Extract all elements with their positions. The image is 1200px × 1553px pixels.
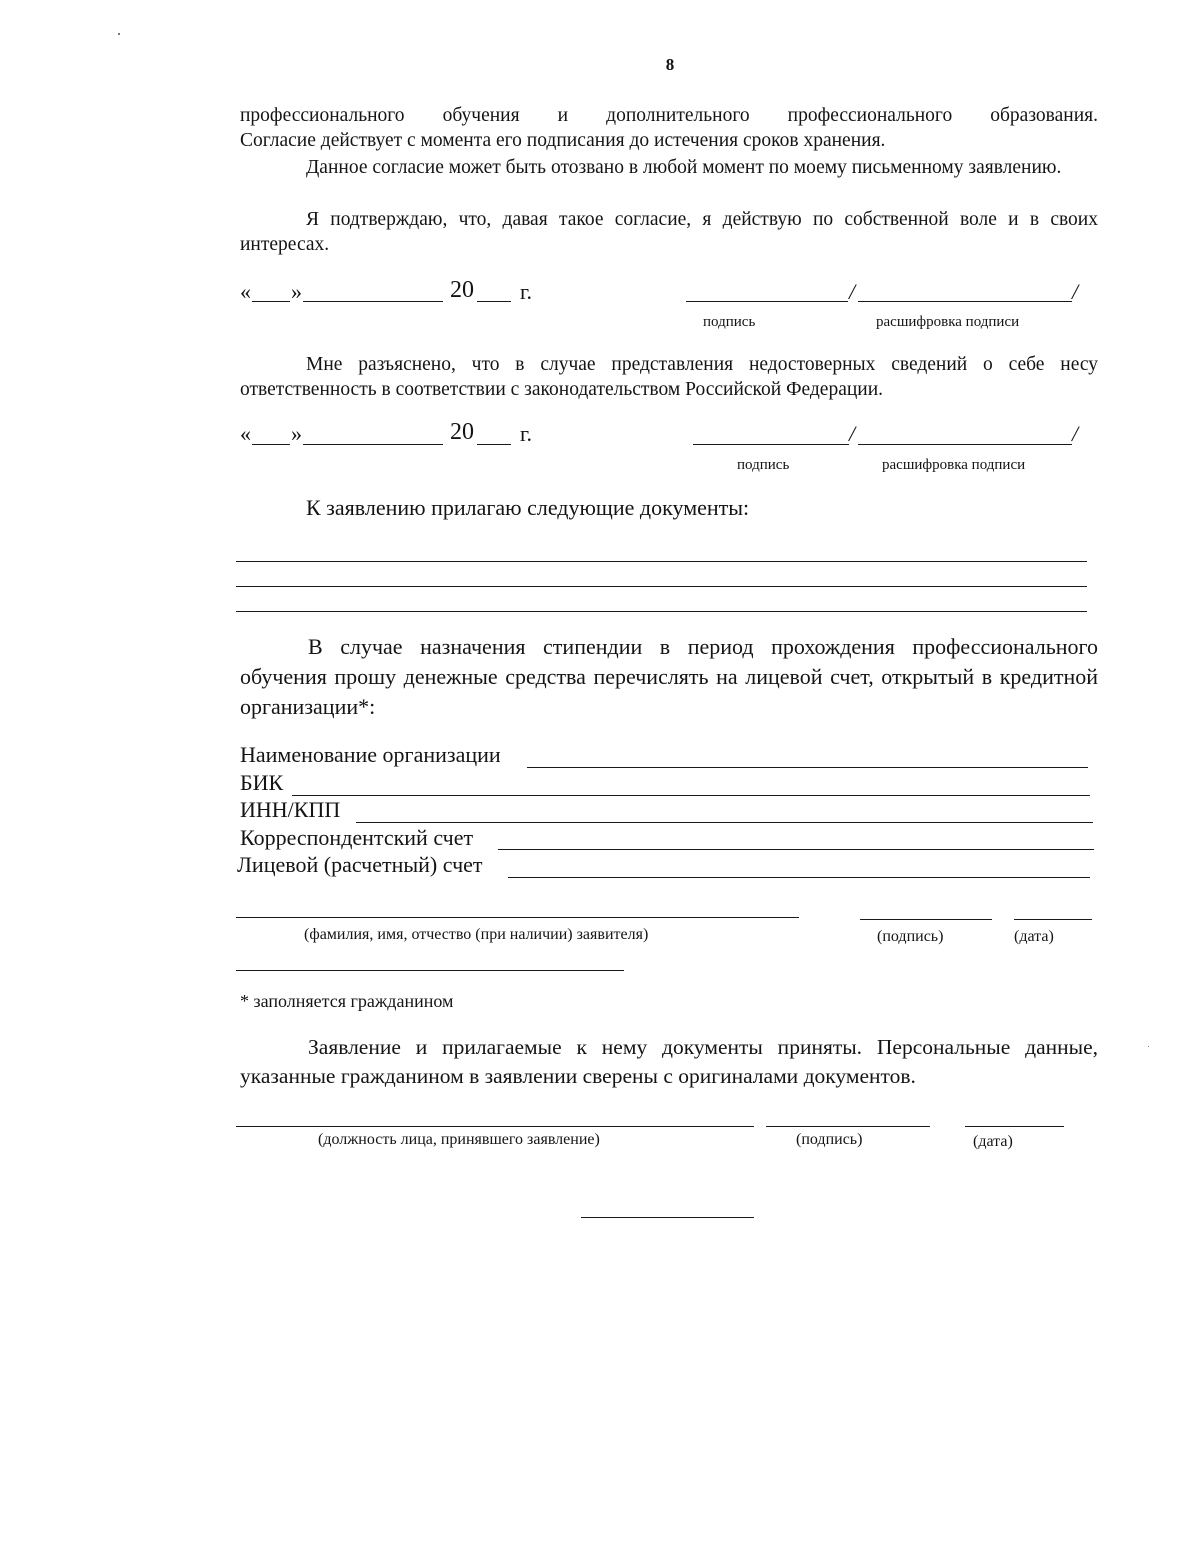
open-quote: « bbox=[240, 279, 251, 304]
attachment-line-3[interactable] bbox=[236, 611, 1087, 612]
inn-kpp-field[interactable] bbox=[356, 822, 1093, 823]
stipend-paragraph bbox=[240, 632, 1098, 722]
signature-label: подпись bbox=[737, 457, 790, 473]
applicant-date-caption: (дата) bbox=[1014, 928, 1054, 945]
revoke-paragraph bbox=[240, 155, 1098, 180]
personal-account-field[interactable] bbox=[508, 877, 1090, 878]
confirm-paragraph bbox=[240, 207, 1098, 257]
consent-line-1: профессионального обучения и дополнительного профессионального образования. bbox=[240, 105, 1098, 126]
corr-account-field[interactable] bbox=[498, 849, 1094, 850]
official-position-caption: (должность лица, принявшего заявление) bbox=[318, 1131, 600, 1148]
accepted-paragraph bbox=[240, 1033, 1098, 1091]
stipend-text: В случае назначения стипендии в период прохождения профессионального обучения прошу денежные средства перечислять на лицевой счет, открытый в кредитной организации*: bbox=[240, 634, 1098, 719]
slash-separator: / bbox=[1072, 421, 1079, 446]
signature-decoding-field[interactable] bbox=[858, 444, 1072, 445]
slash-separator: / bbox=[849, 279, 856, 304]
org-name-label: Наименование организации bbox=[240, 742, 501, 767]
scan-speck bbox=[1148, 1046, 1149, 1047]
personal-account-label: Лицевой (расчетный) счет bbox=[237, 852, 483, 877]
responsibility-paragraph bbox=[240, 352, 1098, 402]
accepted-text: Заявление и прилагаемые к нему документы приняты. Персональные данные, указанные гражданином в заявлении сверены с оригиналами документов. bbox=[240, 1035, 1098, 1088]
day-field[interactable] bbox=[252, 301, 290, 302]
attachment-line-2[interactable] bbox=[236, 586, 1087, 587]
year-suffix: г. bbox=[520, 421, 533, 446]
official-signature-caption: (подпись) bbox=[796, 1131, 863, 1148]
attachments-label: К заявлению прилагаю следующие документы: bbox=[306, 495, 750, 520]
year-suffix: г. bbox=[520, 279, 533, 304]
signature-field[interactable] bbox=[693, 444, 849, 445]
org-name-field[interactable] bbox=[527, 767, 1088, 768]
inn-kpp-label: ИНН/КПП bbox=[240, 797, 341, 822]
applicant-signature-caption: (подпись) bbox=[877, 928, 944, 945]
footnote-text: * заполняется гражданином bbox=[240, 991, 454, 1011]
day-field[interactable] bbox=[252, 444, 290, 445]
applicant-signature-field[interactable] bbox=[860, 919, 992, 920]
applicant-name-field[interactable] bbox=[236, 917, 799, 918]
bik-field[interactable] bbox=[292, 795, 1090, 796]
consent-text-line-2 bbox=[240, 128, 1098, 153]
month-field[interactable] bbox=[303, 444, 443, 445]
open-quote: « bbox=[240, 421, 251, 446]
decoding-label: расшифровка подписи bbox=[876, 314, 1020, 330]
official-date-field[interactable] bbox=[965, 1126, 1064, 1127]
applicant-name-caption: (фамилия, имя, отчество (при наличии) заявителя) bbox=[304, 926, 649, 943]
month-field[interactable] bbox=[303, 301, 443, 302]
slash-separator: / bbox=[849, 421, 856, 446]
revoke-text: Данное согласие может быть отозвано в любой момент по моему письменному заявлению. bbox=[306, 157, 1062, 178]
applicant-date-field[interactable] bbox=[1014, 919, 1092, 920]
attachment-line-1[interactable] bbox=[236, 561, 1087, 562]
signature-field[interactable] bbox=[686, 301, 848, 302]
corr-account-label: Корреспондентский счет bbox=[240, 825, 474, 850]
signature-decoding-field[interactable] bbox=[858, 301, 1072, 302]
page-number: 8 bbox=[665, 55, 675, 74]
year-prefix: 20 bbox=[450, 277, 474, 303]
year-field[interactable] bbox=[477, 301, 511, 302]
decoding-label: расшифровка подписи bbox=[882, 457, 1026, 473]
slash-separator: / bbox=[1072, 279, 1079, 304]
consent-line-2: Согласие действует с момента его подписания до истечения сроков хранения. bbox=[240, 130, 886, 151]
signature-label: подпись bbox=[703, 314, 756, 330]
official-signature-field[interactable] bbox=[766, 1126, 930, 1127]
responsibility-text: Мне разъяснено, что в случае представления недостоверных сведений о себе несу ответственность в соответствии с законодательством Российской Федерации. bbox=[240, 354, 1098, 400]
official-date-caption: (дата) bbox=[973, 1133, 1013, 1150]
year-prefix: 20 bbox=[450, 419, 474, 445]
official-position-field[interactable] bbox=[236, 1126, 754, 1127]
bik-label: БИК bbox=[240, 770, 284, 795]
close-quote: » bbox=[291, 421, 302, 446]
consent-text-line-1 bbox=[240, 103, 1098, 128]
year-field[interactable] bbox=[477, 444, 511, 445]
footnote-separator bbox=[236, 970, 624, 971]
scan-speck bbox=[118, 33, 120, 35]
closing-separator bbox=[581, 1217, 754, 1218]
confirm-text: Я подтверждаю, что, давая такое согласие, я действую по собственной воле и в своих интересах. bbox=[240, 209, 1098, 255]
close-quote: » bbox=[291, 279, 302, 304]
